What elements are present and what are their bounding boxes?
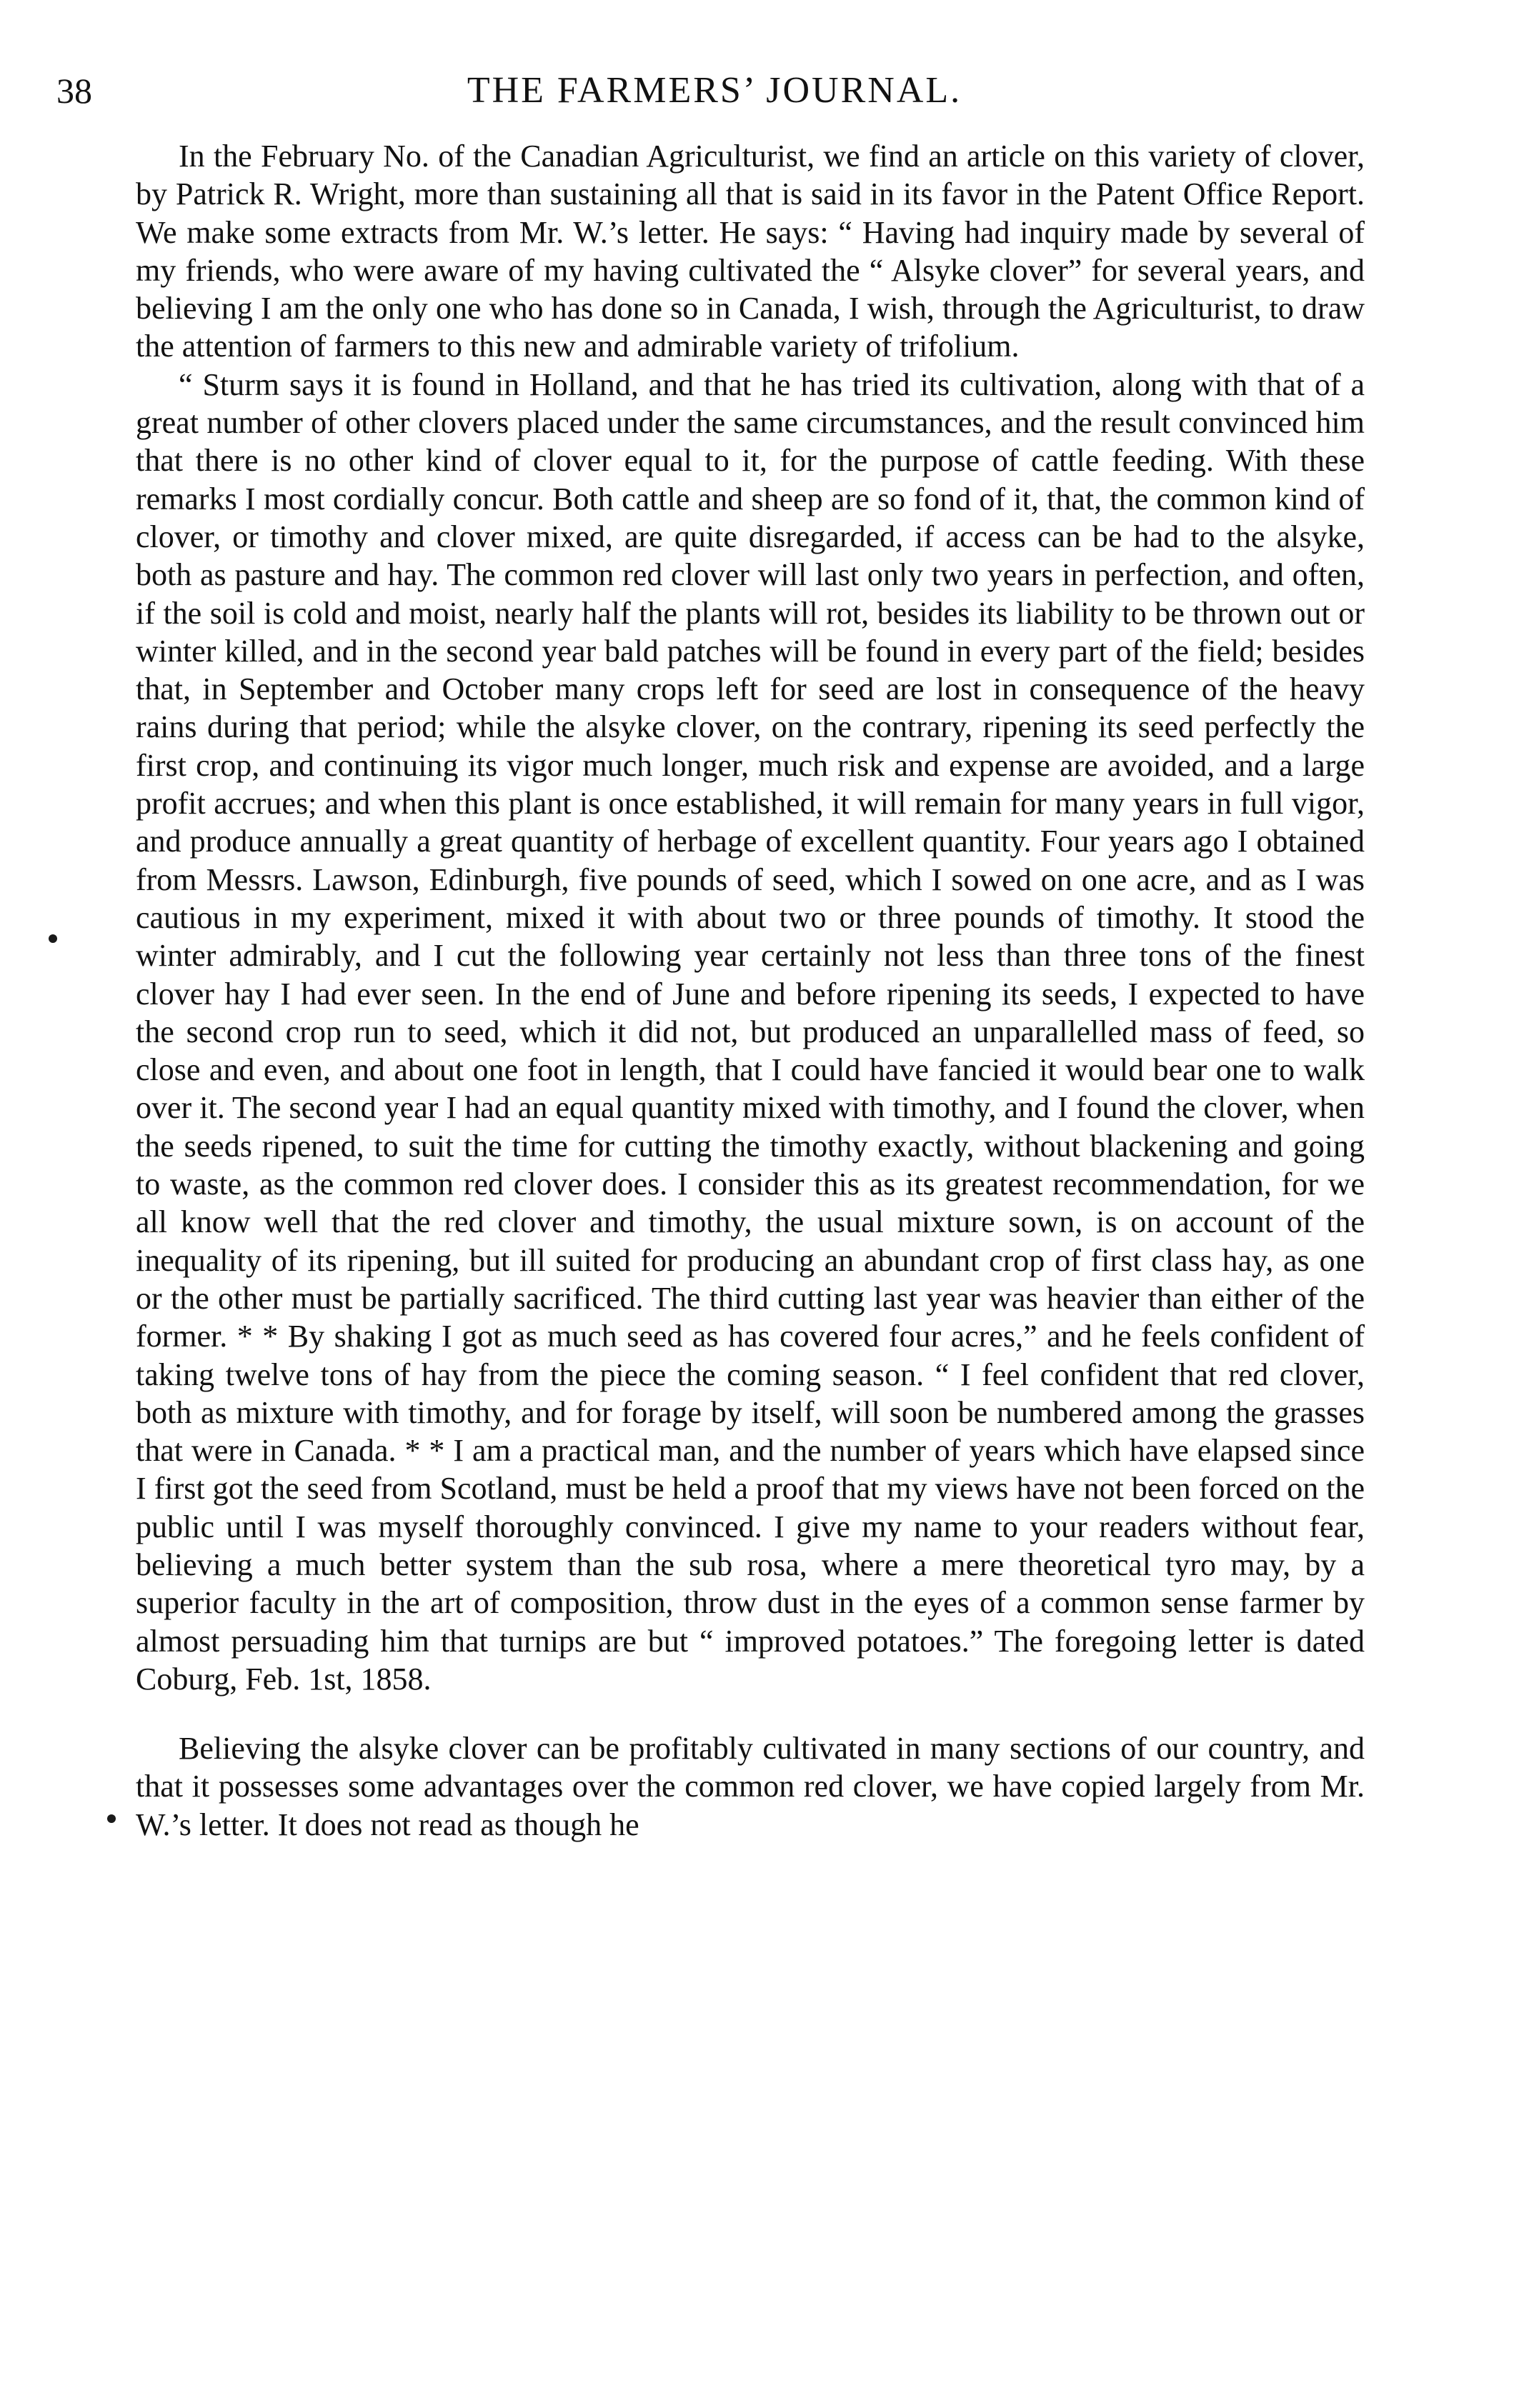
paragraph-intro: In the February No. of the Canadian Agriculturist, we find an article on this variety of clover, by Patrick R. Wright, more than sustaining all that is said in its favor in the Patent Office Report. We make some extracts from Mr. W.’s letter. He says: “ Having had inquiry made by several of my friends, who were aware of my having cultivated the “ Alsyke clover” for several years, and believing I am the only one who has done so in Canada, I wish, through the Agriculturist, to draw the attention of farmers to this new and admirable variety of trifolium. (136, 139, 1365, 364)
margin-ink-dot (107, 1814, 116, 1823)
paragraph-conclusion: Believing the alsyke clover can be profitably cultivated in many sections of our country, and that it possesses some advantages over the common red clover, we have copied largely from Mr. W.’s letter. It does not read as though he (136, 1731, 1365, 1842)
running-head (46, 66, 1383, 116)
journal-title: THE FARMERS’ JOURNAL. (467, 70, 962, 111)
margin-ink-dot (49, 934, 57, 943)
paragraph-letter: “ Sturm says it is found in Holland, and that he has tried its cultivation, along with that of a great number of other clovers placed under the same circumstances, and the result convinced him that there is no other kind of clover equal to it, for the purpose of cattle feeding. With these remarks I most cordially concur. Both cattle and sheep are so fond of it, that, the common kind of clover, or timothy and clover mixed, are quite disregarded, if access can be had to the alsyke, both as pasture and hay. The common red clover will last only two years in perfection, and often, if the soil is cold and moist, nearly half the plants will rot, besides its liability to be thrown out or winter killed, and in the second year bald patches will be found in every part of the field; besides that, in September and October many crops left for seed are lost in consequence of the heavy rains during that period; while the alsyke clover, on the contrary, ripening its seed perfectly the first crop, and continuing its vigor much longer, much risk and expense are avoided, and a large profit accrues; and when this plant is once established, it will remain for many years in full vigor, and produce annually a great quantity of herbage of excellent quantity. Four years ago I obtained from Messrs. Lawson, Edinburgh, five pounds of seed, which I sowed on one acre, and as I was cautious in my experiment, mixed it with about two or three pounds of timothy. It stood the winter admirably, and I cut the following year certainly not less than three tons of the finest clover hay I had ever seen. In the end of June and before ripening its seeds, I expected to have the second crop run to seed, which it did not, but produced an unparallelled mass of feed, so close and even, and about one foot in length, that I could have fancied it would bear one to walk over it. The second year I had an equal quantity mixed with timothy, and I found the clover, when the seeds ripened, to suit the time for cutting the timothy exactly, without blackening and going to waste, as the common red clover does. I consider this as its greatest recommendation, for we all know well that the red clover and timothy, the usual mixture sown, is on account of the inequality of its ripening, but ill suited for producing an abundant crop of first class hay, as one or the other must be partially sacrificed. The third cutting last year was heavier than either of the former. * * By shaking I got as much seed as has covered four acres,” and he feels confident of taking twelve tons of hay from the piece the coming season. “ I feel confident that red clover, both as mixture with timothy, and for forage by itself, will soon be numbered among the grasses that were in Canada. * * I am a practical man, and the number of years which have elapsed since I first got the seed from Scotland, must be held a proof that my views have not been forced on the public until I was myself thoroughly convinced. I give my name to your readers without fear, believing a much better system than the sub rosa, where a mere theoretical tyro may, by a superior faculty in the art of composition, throw dust in the eyes of a common sense farmer by almost persuading him that turnips are but “ improved potatoes.” The foregoing letter is dated Coburg, Feb. 1st, 1858. (136, 366, 1365, 1697)
article-body (136, 137, 1365, 1844)
page-number: 38 (56, 71, 92, 111)
